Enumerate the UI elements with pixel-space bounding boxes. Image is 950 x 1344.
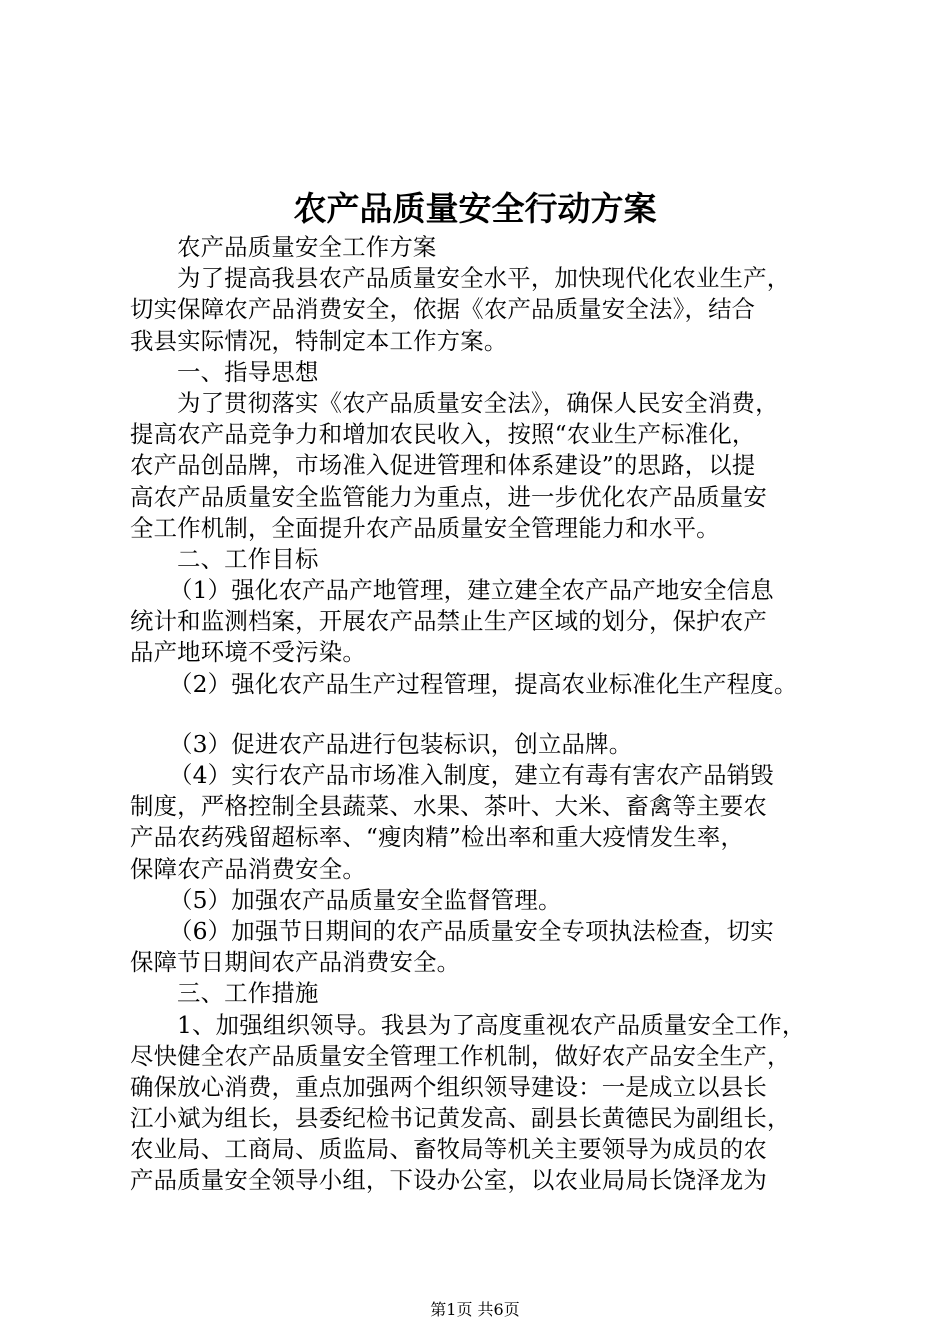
paragraph-line: （4）实行农产品市场准入制度，建立有毒有害农产品销毁 (169, 761, 774, 789)
paragraph-line: 切实保障农产品消费安全，依据《农产品质量安全法》，结合 (130, 295, 756, 324)
section-heading: 二、工作目标 (177, 544, 319, 573)
paragraph-line: 提高农产品竞争力和增加农民收入，按照“农业生产标准化， (130, 420, 756, 449)
paragraph-line: （1）强化农产品产地管理，建立建全农产品产地安全信息 (169, 576, 774, 605)
section-heading: 三、工作措施 (177, 979, 319, 1008)
paragraph-line: （2）强化农产品生产过程管理，提高农业标准化生产程度。 (169, 669, 798, 698)
document-title: 农产品质量安全行动方案 (293, 189, 657, 228)
paragraph-line: 制度，严格控制全县蔬菜、水果、茶叶、大米、畜禽等主要农 (130, 792, 767, 821)
paragraph-line: 为了提高我县农产品质量安全水平，加快现代化农业生产， (177, 264, 791, 293)
paragraph-line: 1、加强组织领导。我县为了高度重视农产品质量安全工作， (177, 1010, 806, 1039)
paragraph-line: （6）加强节日期间的农产品质量安全专项执法检查，切实 (169, 916, 774, 945)
paragraph-line: 农产品质量安全工作方案 (177, 233, 437, 261)
paragraph-line: （5）加强农产品质量安全监督管理。 (169, 885, 562, 914)
paragraph-line: 确保放心消费，重点加强两个组织领导建设：一是成立以县长 (130, 1072, 767, 1101)
paragraph-line: 为了贯彻落实《农产品质量安全法》，确保人民安全消费， (177, 388, 779, 417)
page-footer: 第1页 共6页 (430, 1300, 520, 1319)
paragraph-line: 农产品创品牌，市场准入促进管理和体系建设”的思路，以提 (130, 451, 756, 480)
paragraph-line: 全工作机制，全面提升农产品质量安全管理能力和水平。 (130, 513, 720, 542)
paragraph-line: （3）促进农产品进行包装标识，创立品牌。 (169, 729, 633, 758)
paragraph-line: 保障节日期间农产品消费安全。 (130, 948, 461, 977)
paragraph-line: 保障农产品消费安全。 (130, 854, 366, 883)
paragraph-gap (130, 700, 832, 729)
paragraph-line: 品产地环境不受污染。 (130, 638, 366, 667)
section-heading: 一、指导思想 (177, 357, 319, 386)
paragraph-line: 我县实际情况，特制定本工作方案。 (130, 326, 508, 355)
paragraph-line: 农业局、工商局、质监局、畜牧局等机关主要领导为成员的农 (130, 1135, 767, 1164)
paragraph-line: 高农产品质量安全监管能力为重点，进一步优化农产品质量安 (130, 482, 767, 511)
paragraph-line: 尽快健全农产品质量安全管理工作机制，做好农产品安全生产， (130, 1041, 791, 1070)
paragraph-line: 统计和监测档案，开展农产品禁止生产区域的划分，保护农产 (130, 607, 767, 636)
paragraph-line: 江小斌为组长，县委纪检书记黄发高、副县长黄德民为副组长， (130, 1104, 791, 1133)
paragraph-line: 产品农药残留超标率、“瘦肉精”检出率和重大疫情发生率， (130, 823, 745, 852)
paragraph-line: 产品质量安全领导小组，下设办公室，以农业局局长饶泽龙为 (130, 1166, 767, 1195)
document-body (130, 232, 832, 1197)
